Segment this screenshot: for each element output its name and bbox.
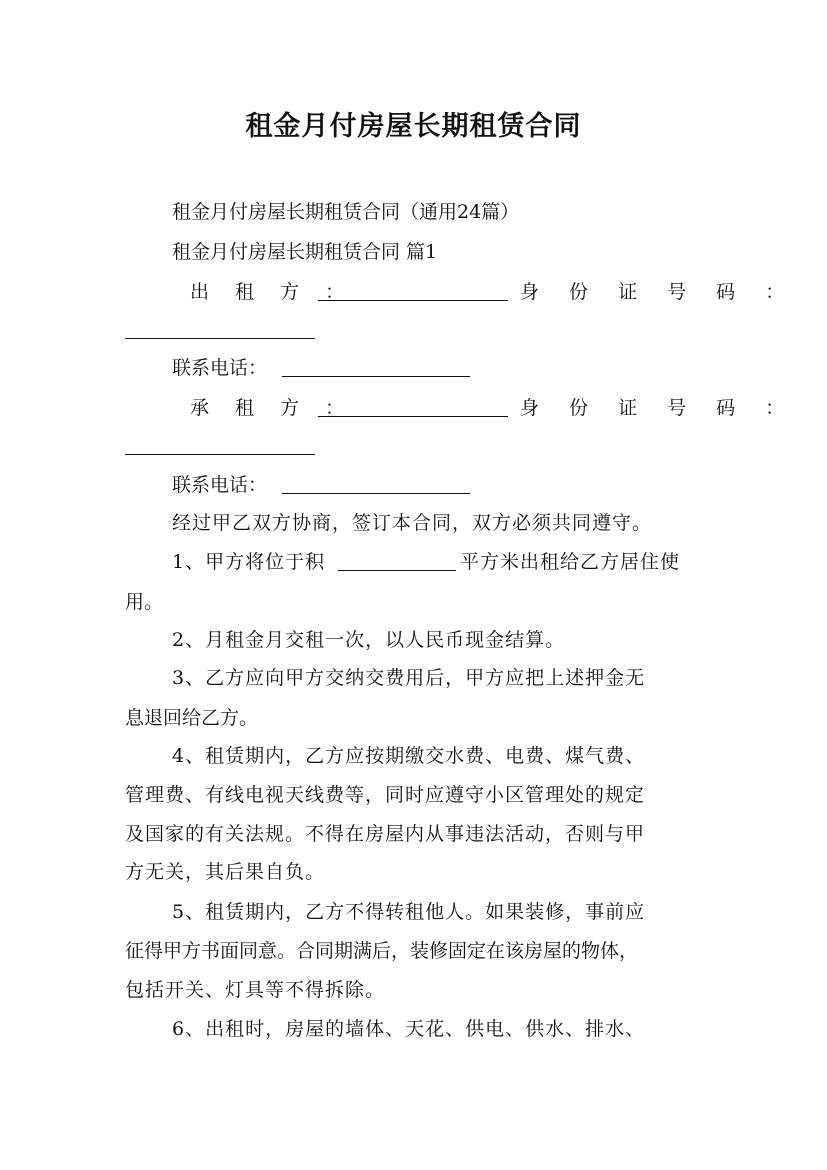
intro-paragraph: 经过甲乙双方协商，签订本合同，双方必须共同遵守。	[172, 512, 653, 534]
clause-5-line-3: 包括开关、灯具等不得拆除。	[125, 979, 386, 1001]
lessee-name-blank	[318, 396, 508, 420]
lessor-phone-label: 联系电话：	[172, 357, 268, 379]
clause-1-end: 用。	[125, 591, 164, 613]
subtitle-line: 租金月付房屋长期租赁合同（通用24篇）	[172, 201, 520, 223]
clause-4-line-3: 及国家的有关法规。不得在房屋内从事违法活动，否则与甲	[125, 823, 646, 845]
section-heading: 租金月付房屋长期租赁合同 篇1	[172, 241, 438, 263]
clause-4-line-4: 方无关，其后果自负。	[125, 861, 326, 883]
clause-2: 2、月租金月交租一次，以人民币现金结算。	[172, 629, 566, 651]
clause-5-line-2: 征得甲方书面同意。合同期满后，装修固定在该房屋的物体，	[125, 940, 639, 962]
lessee-id-blank	[125, 434, 315, 458]
clause-3-line-2: 息退回给乙方。	[125, 707, 259, 729]
lessee-phone-label: 联系电话：	[172, 474, 268, 496]
lessee-phone-blank	[282, 473, 470, 497]
clause-3-line-1: 3、乙方应向甲方交纳交费用后，甲方应把上述押金无	[172, 667, 646, 689]
clause-4-line-2: 管理费、有线电视天线费等，同时应遵守小区管理处的规定	[125, 784, 646, 806]
area-blank	[338, 550, 456, 574]
lessor-phone-blank	[282, 356, 470, 380]
lessee-label: 承 租 方 ：	[190, 397, 355, 419]
lessor-label: 出 租 方 ：	[190, 281, 355, 303]
lessor-id-blank	[125, 318, 315, 342]
lessee-id-label: 身 份 证 号 码 ：	[520, 397, 797, 419]
clause-1-mid: 平方米出租给乙方居住使	[460, 551, 681, 573]
lessor-name-blank	[318, 280, 508, 304]
clause-4-line-1: 4、租赁期内，乙方应按期缴交水费、电费、煤气费、	[172, 745, 646, 767]
lessor-id-label: 身 份 证 号 码 ：	[520, 281, 797, 303]
clause-1-start: 1、甲方将位于积	[172, 551, 326, 573]
clause-5-line-1: 5、租赁期内，乙方不得转租他人。如果装修，事前应	[172, 901, 646, 923]
clause-6-line-1: 6、出租时，房屋的墙体、天花、供电、供水、排水、	[172, 1018, 646, 1040]
document-title: 租金月付房屋长期租赁合同	[245, 111, 582, 142]
